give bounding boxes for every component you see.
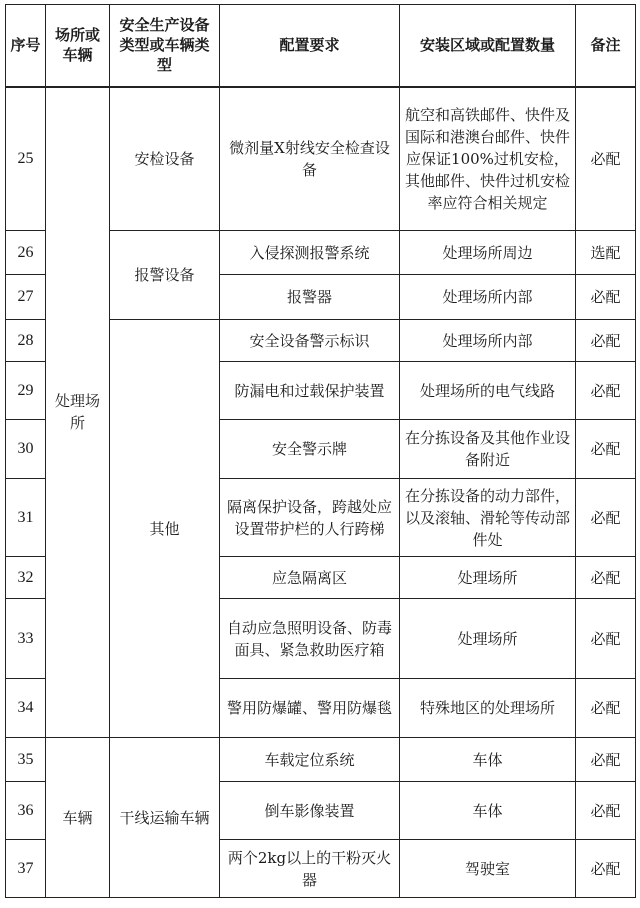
type-cell-alarm: 报警设备 (110, 231, 220, 320)
row-note: 必配 (576, 479, 636, 557)
row-area: 处理场所 (400, 557, 576, 599)
row-no: 27 (6, 275, 46, 320)
header-no: 序号 (6, 5, 46, 87)
row-area: 特殊地区的处理场所 (400, 679, 576, 738)
row-no: 28 (6, 320, 46, 362)
row-requirement: 入侵探测报警系统 (220, 231, 400, 275)
row-requirement: 安全设备警示标识 (220, 320, 400, 362)
type-cell-transport: 干线运输车辆 (110, 738, 220, 898)
row-note: 选配 (576, 231, 636, 275)
row-no: 26 (6, 231, 46, 275)
row-area: 车体 (400, 782, 576, 840)
row-no: 34 (6, 679, 46, 738)
row-note: 必配 (576, 679, 636, 738)
row-area: 车体 (400, 738, 576, 782)
row-area: 处理场所 (400, 599, 576, 679)
row-no: 31 (6, 479, 46, 557)
row-area: 处理场所内部 (400, 320, 576, 362)
row-no: 36 (6, 782, 46, 840)
row-note: 必配 (576, 275, 636, 320)
table-row (6, 738, 636, 782)
row-no: 32 (6, 557, 46, 599)
row-note: 必配 (576, 557, 636, 599)
row-requirement: 自动应急照明设备、防毒面具、紧急救助医疗箱 (220, 599, 400, 679)
row-requirement: 防漏电和过载保护装置 (220, 362, 400, 420)
place-cell-processing: 处理场所 (46, 87, 110, 738)
table-header-row (6, 5, 636, 87)
row-requirement: 应急隔离区 (220, 557, 400, 599)
row-note: 必配 (576, 599, 636, 679)
header-area: 安装区域或配置数量 (400, 5, 576, 87)
row-requirement: 安全警示牌 (220, 420, 400, 479)
type-cell-other: 其他 (110, 320, 220, 738)
equipment-config-table (5, 4, 636, 898)
header-type: 安全生产设备类型或车辆类型 (110, 5, 220, 87)
row-note: 必配 (576, 782, 636, 840)
header-requirement: 配置要求 (220, 5, 400, 87)
row-requirement: 两个2kg以上的干粉灭火器 (220, 840, 400, 898)
row-requirement: 报警器 (220, 275, 400, 320)
row-note: 必配 (576, 87, 636, 231)
type-cell-security-check: 安检设备 (110, 87, 220, 231)
header-note: 备注 (576, 5, 636, 87)
row-no: 33 (6, 599, 46, 679)
row-no: 35 (6, 738, 46, 782)
row-no: 30 (6, 420, 46, 479)
row-note: 必配 (576, 362, 636, 420)
row-requirement: 隔离保护设备，跨越处应设置带护栏的人行跨梯 (220, 479, 400, 557)
row-requirement: 警用防爆罐、警用防爆毯 (220, 679, 400, 738)
row-no: 37 (6, 840, 46, 898)
row-area: 在分拣设备及其他作业设备附近 (400, 420, 576, 479)
row-area: 处理场所内部 (400, 275, 576, 320)
table-row (6, 87, 636, 231)
row-note: 必配 (576, 840, 636, 898)
row-note: 必配 (576, 320, 636, 362)
row-area: 航空和高铁邮件、快件及国际和港澳台邮件、快件应保证100%过机安检，其他邮件、快件过机安检率应符合相关规定 (400, 87, 576, 231)
row-note: 必配 (576, 738, 636, 782)
row-area: 驾驶室 (400, 840, 576, 898)
row-no: 29 (6, 362, 46, 420)
row-note: 必配 (576, 420, 636, 479)
place-cell-vehicle: 车辆 (46, 738, 110, 898)
header-place: 场所或车辆 (46, 5, 110, 87)
row-area: 处理场所的电气线路 (400, 362, 576, 420)
row-requirement: 倒车影像装置 (220, 782, 400, 840)
row-area: 在分拣设备的动力部件，以及滚轴、滑轮等传动部件处 (400, 479, 576, 557)
row-no: 25 (6, 87, 46, 231)
row-requirement: 微剂量X射线安全检查设备 (220, 87, 400, 231)
row-area: 处理场所周边 (400, 231, 576, 275)
row-requirement: 车载定位系统 (220, 738, 400, 782)
